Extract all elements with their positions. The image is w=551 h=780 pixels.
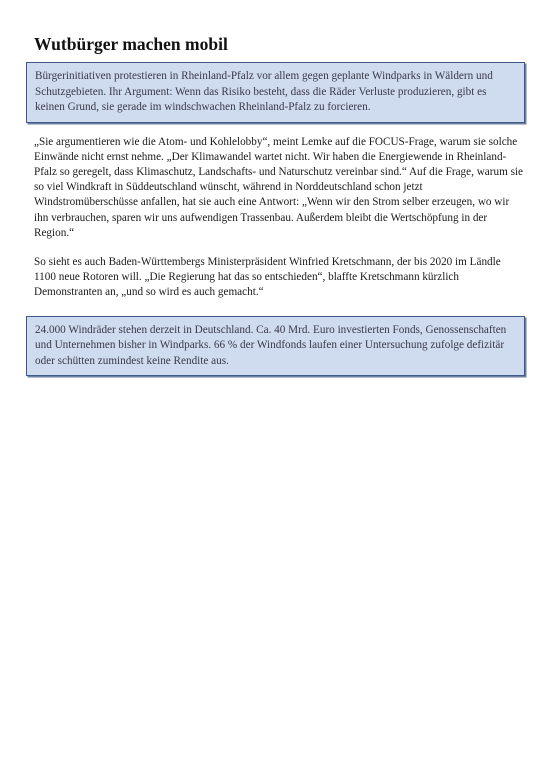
facts-box: 24.000 Windräder stehen derzeit in Deutschland. Ca. 40 Mrd. Euro investierten Fonds, Genossenschaften und Unternehmen bisher in Windparks. 66 % der Windfonds laufen einer Untersuchung zufolge defizitär oder schütten zumindest keine Rendite aus. (26, 316, 525, 377)
body-paragraph-lemke: „Sie argumentieren wie die Atom- und Kohlelobby“, meint Lemke auf die FOCUS-Frage, warum sie solche Einwände nicht ernst nehme. „Der Klimawandel wartet nicht. Wir haben die Energiewende in Rheinland-Pfalz so geregelt, dass Klimaschutz, Landschafts- und Naturschutz vereinbar sind.“ Auf die Frage, warum sie so viel Windkraft in Süddeutschland wünscht, während in Norddeutschland schon jetzt Windstromüberschüsse anfallen, hat sie auch eine Antwort: „Wenn wir den Strom selber erzeugen, wo wir ihn verbrauchen, sparen wir uns aufwendigen Trassenbau. Außerdem bleibt die Wertschöpfung in der Region.“ (34, 135, 523, 239)
article-title: Wutbürger machen mobil (34, 34, 228, 54)
intro-box: Bürgerinitiativen protestieren in Rheinland-Pfalz vor allem gegen geplante Windparks in Wäldern und Schutzgebieten. Ihr Argument: Wenn das Risiko besteht, dass die Räder Verluste produzieren, gibt es keinen Grund, sie gerade im windschwachen Rheinland-Pfalz zu forcieren. (26, 62, 525, 123)
body-paragraph-kretschmann: So sieht es auch Baden-Württembergs Ministerpräsident Winfried Kretschmann, der bis 2020 im Ländle 1100 neue Rotoren will. „Die Regierung hat das so entschieden“, blaffte Kretschmann kürzlich Demonstranten an, „und so wird es auch gemacht.“ (34, 255, 501, 299)
article (34, 34, 524, 376)
